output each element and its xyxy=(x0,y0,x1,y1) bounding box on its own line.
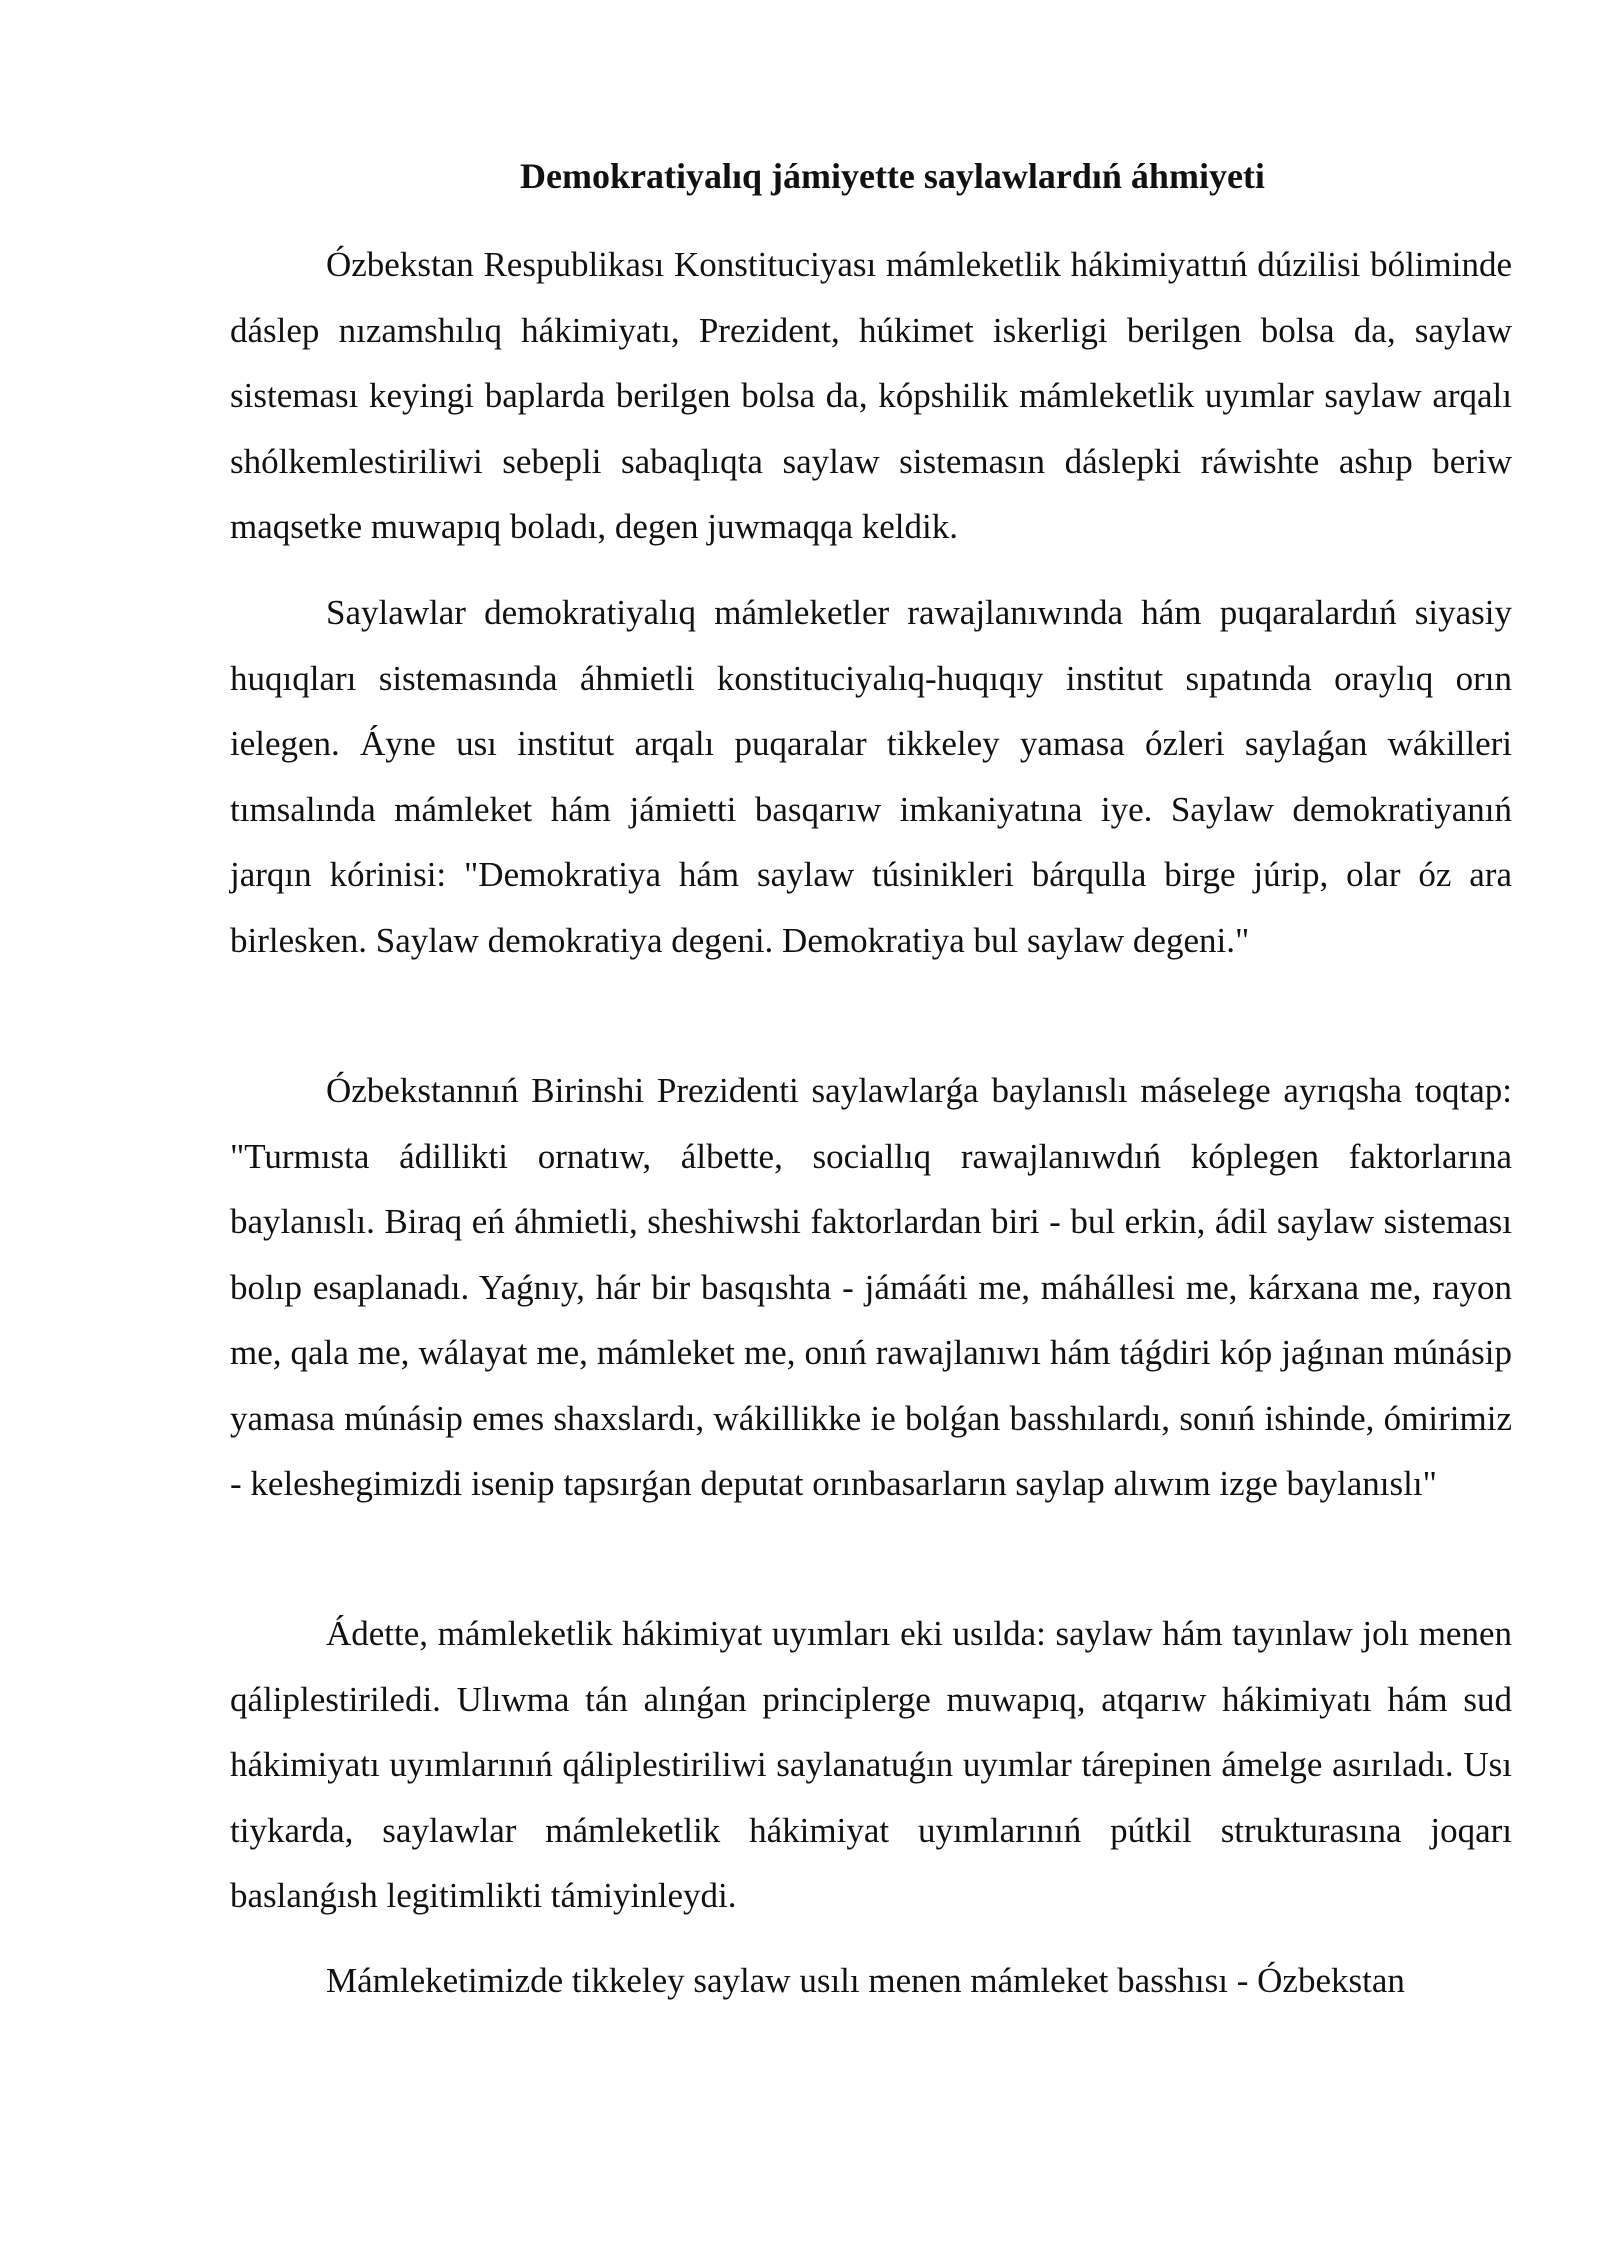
document-title: Demokratiyalıq jámiyette saylawlardıń áhmiyeti xyxy=(520,156,1265,196)
paragraph-2: Saylawlar demokratiyalıq mámleketler rawajlanıwında hám puqaralardıń siyasiy huqıqları sistemasında áhmietli konstituciyalıq-huqıqıy institut sıpatında oraylıq orın ielegen. Áyne usı institut arqalı puqaralar tikkeley yamasa ózleri saylaǵan wákilleri tımsalında mámleket hám jámietti basqarıw imkaniyatına iye. Saylaw demokratiyanıń jarqın kórinisi: "Demokratiya hám saylaw túsinikleri bárqulla birge júrip, olar óz ara birlesken. Saylaw demokratiya degeni. Demokratiya bul saylaw degeni." xyxy=(230,593,1512,960)
paragraph-1: Ózbekstan Respublikası Konstituciyası mámleketlik hákimiyattıń dúzilisi bóliminde dáslep nızamshılıq hákimiyatı, Prezident, húkimet iskerligi berilgen bolsa da, saylaw sisteması keyingi baplarda berilgen bolsa da, kópshilik mámleketlik uyımlar saylaw arqalı shólkemlestiriliwi sebepli sabaqlıqta saylaw sistemasın dáslepki ráwishte ashıp beriw maqsetke muwapıq boladı, degen juwmaqqa keldik. xyxy=(230,245,1512,546)
paragraph-4: Ádette, mámleketlik hákimiyat uyımları eki usılda: saylaw hám tayınlaw jolı menen qáliplestiriledi. Ulıwma tán alınǵan principlerge muwapıq, atqarıw hákimiyatı hám sud hákimiyatı uyımlarınıń qáliplestiriliwi saylanatuǵın uyımlar tárepinen ámelge asırıladı. Usı tiykarda, saylawlar mámleketlik hákimiyat uyımlarınıń pútkil strukturasına joqarı baslanǵısh legitimlikti támiyinleydi. xyxy=(230,1614,1512,1915)
paragraph-3: Ózbekstannıń Birinshi Prezidenti saylawlarǵa baylanıslı máselege ayrıqsha toqtap: "Turmısta ádillikti ornatıw, álbette, sociallıq rawajlanıwdıń kóplegen faktorlarına baylanıslı. Biraq eń áhmietli, sheshiwshi faktorlardan biri - bul erkin, ádil saylaw sisteması bolıp esaplanadı. Yaǵnıy, hár bir basqıshta - jámááti me, máhállesi me, kárxana me, rayon me, qala me, wálayat me, mámleket me, onıń rawajlanıwı hám táǵdiri kóp jaǵınan múnásip yamasa múnásip emes shaxslardı, wákillikke ie bolǵan basshılardı, sonıń ishinde, ómirimiz - keleshegimizdi isenip tapsırǵan deputat orınbasarların saylap alıwım izge baylanıslı" xyxy=(230,1071,1512,1503)
paragraph-5: Mámleketimizde tikkeley saylaw usılı menen mámleket basshısı - Ózbekstan xyxy=(326,1961,1405,2000)
